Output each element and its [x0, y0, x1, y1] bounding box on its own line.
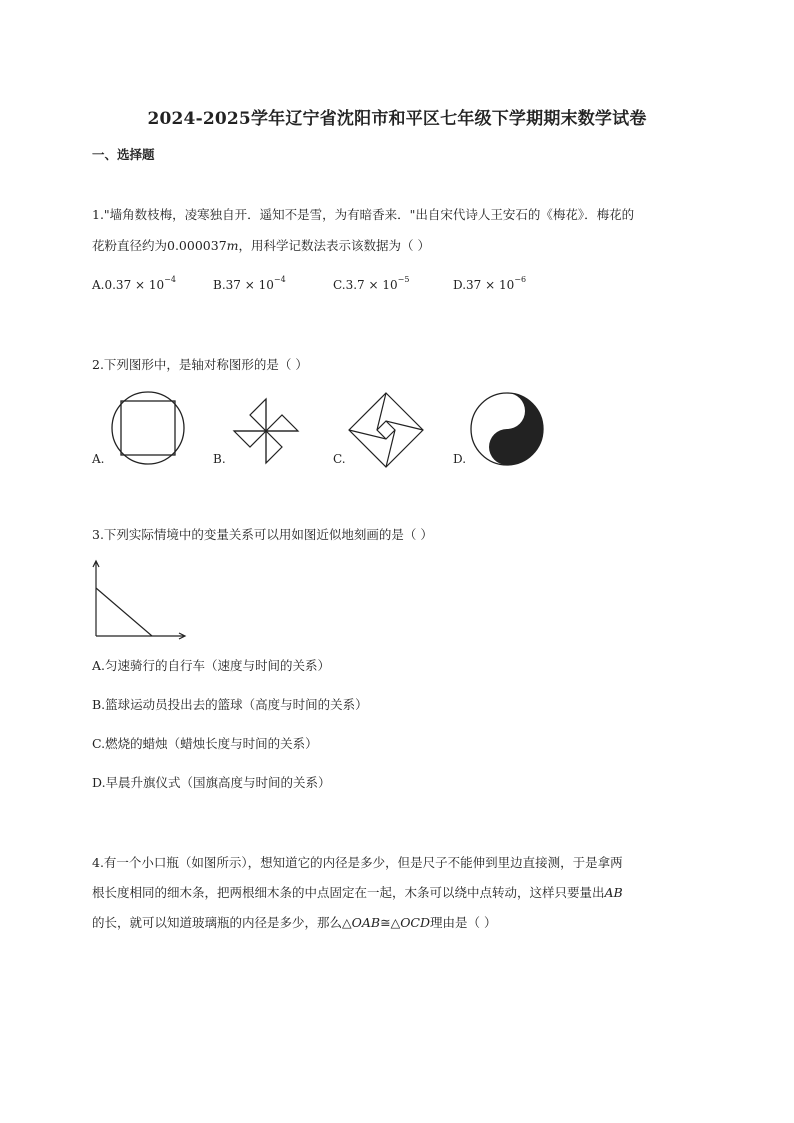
- q1-option-c-base: 3.7 × 10: [345, 278, 398, 292]
- q1-option-b: [213, 277, 286, 292]
- question-4-congruent-symbol: ≅△: [380, 915, 401, 930]
- diamond-square-icon: [346, 390, 426, 470]
- pinwheel-icon: [228, 393, 304, 469]
- question-3-text: 3.下列实际情境中的变量关系可以用如图近似地刻画的是（ ）: [92, 527, 433, 542]
- yin-yang-icon: [468, 390, 546, 468]
- question-4-var-ab: AB: [604, 885, 623, 900]
- question-4-line-3-text-b: 理由是（ ）: [430, 915, 497, 930]
- question-4-line-3: [92, 913, 497, 931]
- q2-option-d-label: D.: [453, 452, 467, 466]
- decreasing-line-graph: [88, 558, 188, 642]
- q2-option-a-label: A.: [92, 452, 105, 466]
- question-4-var-ocd: OCD: [400, 915, 431, 930]
- q1-option-d-exp: −6: [514, 275, 527, 284]
- q1-option-b-label: B.: [213, 278, 226, 292]
- q3-option-c: C.燃烧的蜡烛（蜡烛长度与时间的关系）: [92, 736, 318, 751]
- q1-option-b-exp: −4: [273, 275, 286, 284]
- q1-option-d-label: D.: [453, 278, 467, 292]
- question-4-var-oab: OAB: [351, 915, 381, 930]
- question-4-line-1: 4.有一个小口瓶（如图所示），想知道它的内径是多少，但是尺子不能伸到里边直接测，于是拿两: [92, 855, 623, 870]
- circle-square-icon: [108, 388, 188, 468]
- question-4-line-2: [92, 883, 623, 901]
- question-1-var-m: m: [226, 238, 239, 253]
- q1-option-d: [453, 277, 526, 292]
- q1-option-c-label: C.: [333, 278, 346, 292]
- q1-option-c-exp: −5: [397, 275, 410, 284]
- q1-option-c: [333, 277, 409, 292]
- page-title: 2024-2025学年辽宁省沈阳市和平区七年级下学期期末数学试卷: [147, 109, 647, 129]
- question-1-text-a: 花粉直径约为0.000037: [92, 238, 227, 253]
- question-2-text: 2.下列图形中，是轴对称图形的是（ ）: [92, 357, 308, 372]
- question-1-text-b: ，用科学记数法表示该数据为（ ）: [238, 238, 430, 253]
- q3-option-a: A.匀速骑行的自行车（速度与时间的关系）: [92, 658, 331, 673]
- q1-option-b-base: 37 × 10: [225, 278, 274, 292]
- q3-option-b: B.篮球运动员投出去的篮球（高度与时间的关系）: [92, 697, 368, 712]
- section-heading: 一、选择题: [92, 147, 155, 162]
- q3-option-d: D.早晨升旗仪式（国旗高度与时间的关系）: [92, 775, 331, 790]
- q2-option-c-label: C.: [333, 452, 346, 466]
- question-4-line-3-text-a: 的长，就可以知道玻璃瓶的内径是多少，那么△: [92, 915, 352, 930]
- q1-option-a-label: A.: [92, 278, 105, 292]
- q2-option-b-label: B.: [213, 452, 226, 466]
- q1-option-a-base: 0.37 × 10: [104, 278, 165, 292]
- question-1-line-2: [92, 236, 430, 254]
- q1-option-d-base: 37 × 10: [466, 278, 515, 292]
- question-1-line-1: 1."墙角数枝梅，凌寒独自开．遥知不是雪，为有暗香来．"出自宋代诗人王安石的《梅花》．梅花的: [92, 207, 635, 222]
- q1-option-a: [92, 277, 176, 292]
- q1-option-a-exp: −4: [164, 275, 176, 284]
- question-4-line-2-text: 根长度相同的细木条，把两根细木条的中点固定在一起，木条可以绕中点转动，这样只要量出: [92, 885, 605, 900]
